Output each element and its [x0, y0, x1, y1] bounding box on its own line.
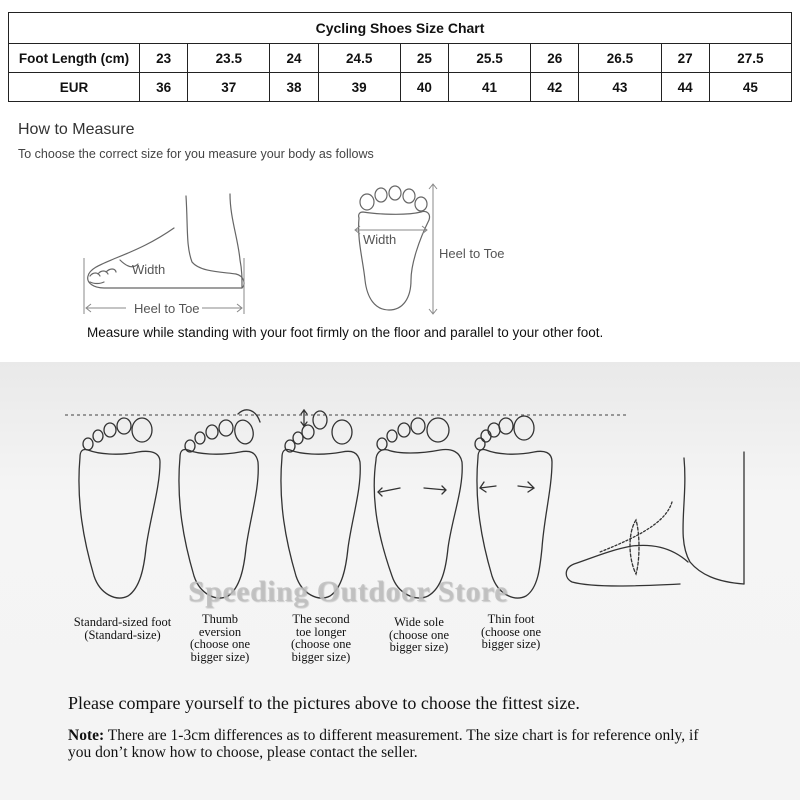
- thin-foot-caption: [466, 613, 556, 651]
- how-to-measure-title: How to Measure: [18, 121, 135, 138]
- foot-length-cell: 27: [661, 44, 709, 73]
- sole-width-label: Width: [363, 232, 397, 247]
- store-watermark: Speeding Outdoor Store: [188, 575, 508, 608]
- foot-length-cell: 24: [270, 44, 318, 73]
- caption-line: (Standard-size): [84, 627, 161, 642]
- foot-length-cell: 27.5: [709, 44, 791, 73]
- caption-line: bigger size): [481, 637, 541, 651]
- caption-line: (choose one: [189, 637, 251, 651]
- eur-cell: 44: [661, 73, 709, 102]
- caption-line: bigger size): [291, 649, 351, 664]
- foot-length-cell: 23: [140, 44, 188, 73]
- thin-foot-icon: [475, 416, 552, 598]
- eur-cell: 40: [400, 73, 448, 102]
- foot-length-cell: 24.5: [318, 44, 400, 73]
- ankle-side-foot-icon: [566, 452, 744, 586]
- foot-length-row: [9, 44, 792, 73]
- eur-cell: 41: [449, 73, 531, 102]
- caption-line: Standard-sized foot: [73, 615, 172, 629]
- note-label: Note:: [68, 727, 105, 744]
- wide-sole-foot-icon: [374, 418, 462, 598]
- second-toe-longer-foot-icon: [281, 410, 360, 598]
- caption-line: Wide sole: [394, 615, 444, 629]
- foot-length-cell: 25.5: [449, 44, 531, 73]
- sole-heel-to-toe-label: Heel to Toe: [439, 246, 505, 261]
- foot-length-cell: 26.5: [579, 44, 661, 73]
- side-heel-to-toe-label: Heel to Toe: [134, 301, 200, 316]
- caption-line: bigger size): [190, 649, 250, 664]
- caption-line: (choose one: [388, 627, 450, 642]
- eur-cell: 37: [188, 73, 270, 102]
- how-to-measure-subtitle: To choose the correct size for you measure your body as follows: [18, 147, 374, 161]
- eur-cell: 38: [270, 73, 318, 102]
- measure-instruction: Measure while standing with your foot firmly on the floor and parallel to your other foot.: [87, 325, 604, 340]
- side-width-label: Width: [132, 262, 166, 277]
- caption-line: eversion: [198, 624, 242, 639]
- foot-length-cell: 23.5: [188, 44, 270, 73]
- caption-line: The second: [292, 612, 350, 626]
- caption-line: (choose one: [480, 624, 542, 639]
- eur-cell: 43: [579, 73, 661, 102]
- eur-cell: 45: [709, 73, 791, 102]
- compare-instruction: Please compare yourself to the pictures above to choose the fittest size.: [68, 693, 580, 713]
- wide-sole-caption: [374, 616, 464, 654]
- size-chart-table: [8, 12, 792, 102]
- foot-sole-diagram: [345, 180, 535, 320]
- thumb-eversion-foot-icon: [179, 410, 260, 598]
- foot-length-cell: 25: [400, 44, 448, 73]
- foot-length-header: Foot Length (cm): [9, 44, 140, 73]
- second-toe-caption: [276, 613, 366, 663]
- caption-line: toe longer: [295, 624, 347, 639]
- eur-row: [9, 73, 792, 102]
- caption-line: (choose one: [290, 637, 352, 651]
- foot-side-diagram: [78, 188, 258, 323]
- size-note: [68, 727, 708, 761]
- thumb-eversion-caption: [175, 613, 265, 663]
- eur-cell: 42: [531, 73, 579, 102]
- size-chart-title: Cycling Shoes Size Chart: [9, 13, 792, 44]
- caption-line: bigger size): [389, 640, 449, 654]
- note-text: There are 1-3cm differences as to different measurement. The size chart is for reference only, if you don’t know how to choose, please contact the seller.: [68, 727, 699, 761]
- standard-foot-icon: [79, 418, 160, 598]
- foot-length-cell: 26: [531, 44, 579, 73]
- eur-header: EUR: [9, 73, 140, 102]
- caption-line: Thin foot: [487, 612, 535, 626]
- standard-foot-caption: [60, 616, 185, 641]
- caption-line: Thumb: [201, 612, 239, 626]
- eur-cell: 36: [140, 73, 188, 102]
- eur-cell: 39: [318, 73, 400, 102]
